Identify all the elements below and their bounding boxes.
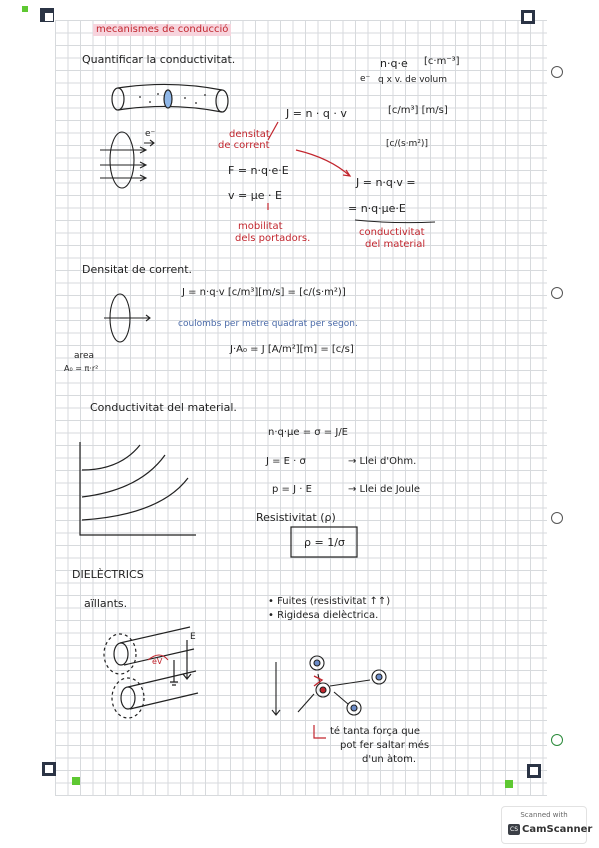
formula-text: J = n·q·v =: [356, 176, 416, 189]
formula-text: p = J · E: [272, 484, 312, 495]
field-loop-drawing: [100, 129, 156, 188]
scanner-caption: Scanned with: [520, 811, 568, 819]
section-subheading: aïllants.: [84, 597, 128, 610]
formula-text: F = n·q·e·E: [228, 164, 289, 177]
formula-note: coulombs per metre quadrat per segon.: [178, 319, 358, 329]
section-heading: Conductivitat del material.: [90, 401, 237, 414]
dielectric-pipes-drawing: [104, 627, 198, 718]
formula-note: → Llei d'Ohm.: [348, 456, 417, 467]
page-title: mecanismes de conducció: [93, 24, 231, 36]
area-label: area: [74, 351, 95, 361]
formula-text: [c/m³] [m/s]: [388, 105, 448, 116]
field-label: e⁻: [145, 129, 156, 139]
conductor-tube-drawing: [112, 84, 228, 112]
annotation-label: dels portadors.: [235, 233, 311, 244]
section-heading: Densitat de corrent.: [82, 263, 193, 276]
annotation-label: de corrent: [218, 140, 270, 151]
note-text: té tanta força que: [330, 726, 421, 737]
formula-text: J = n·q·v [c/m³][m/s] = [c/(s·m²)]: [182, 287, 346, 298]
section-heading: DIELÈCTRICS: [72, 568, 144, 581]
annotation-label: del material: [365, 239, 426, 250]
formula-text: J = n · q · v: [286, 107, 347, 120]
formula-text: e⁻: [360, 74, 371, 84]
formula-text: n·q·e: [380, 57, 408, 70]
formula-text: v = μe · E: [228, 189, 282, 202]
formula-text: = n·q·μe·E: [348, 202, 406, 215]
scanner-brand: CamScanner: [522, 824, 593, 835]
annotation-label: conductivitat: [359, 227, 425, 238]
field-label: eV: [152, 657, 163, 666]
formula-note: q x v. de volum: [378, 75, 448, 85]
formula-note: → Llei de Joule: [348, 484, 421, 495]
formula-text: [c/(s·m²)]: [386, 139, 428, 149]
section-heading: Resistivitat (ρ): [256, 511, 336, 524]
formula-text: ρ = 1/σ: [304, 536, 345, 549]
bullet-text: • Fuites (resistivitat ↑↑): [268, 596, 391, 607]
note-text: pot fer saltar més: [340, 740, 430, 751]
camscanner-badge: [501, 806, 593, 844]
annotation-label: mobilitat: [238, 221, 283, 232]
formula-text: n·q·μe = σ = J/E: [268, 427, 349, 438]
field-label: E: [190, 632, 196, 642]
formula-text: [c·m⁻³]: [424, 56, 460, 67]
formula-text: J = E · σ: [266, 456, 306, 467]
bullet-text: • Rigidesa dielèctrica.: [268, 610, 379, 621]
camscanner-logo-icon: CS: [510, 826, 518, 833]
annotation-label: densitat: [229, 129, 270, 140]
graph-drawing: [80, 442, 196, 535]
section-heading: Quantificar la conductivitat.: [82, 53, 236, 66]
note-text: d'un àtom.: [362, 754, 417, 765]
formula-text: J·A₀ = J [A/m²][m] = [c/s]: [230, 344, 354, 355]
area-label: A₀ = π·r²: [64, 364, 99, 373]
